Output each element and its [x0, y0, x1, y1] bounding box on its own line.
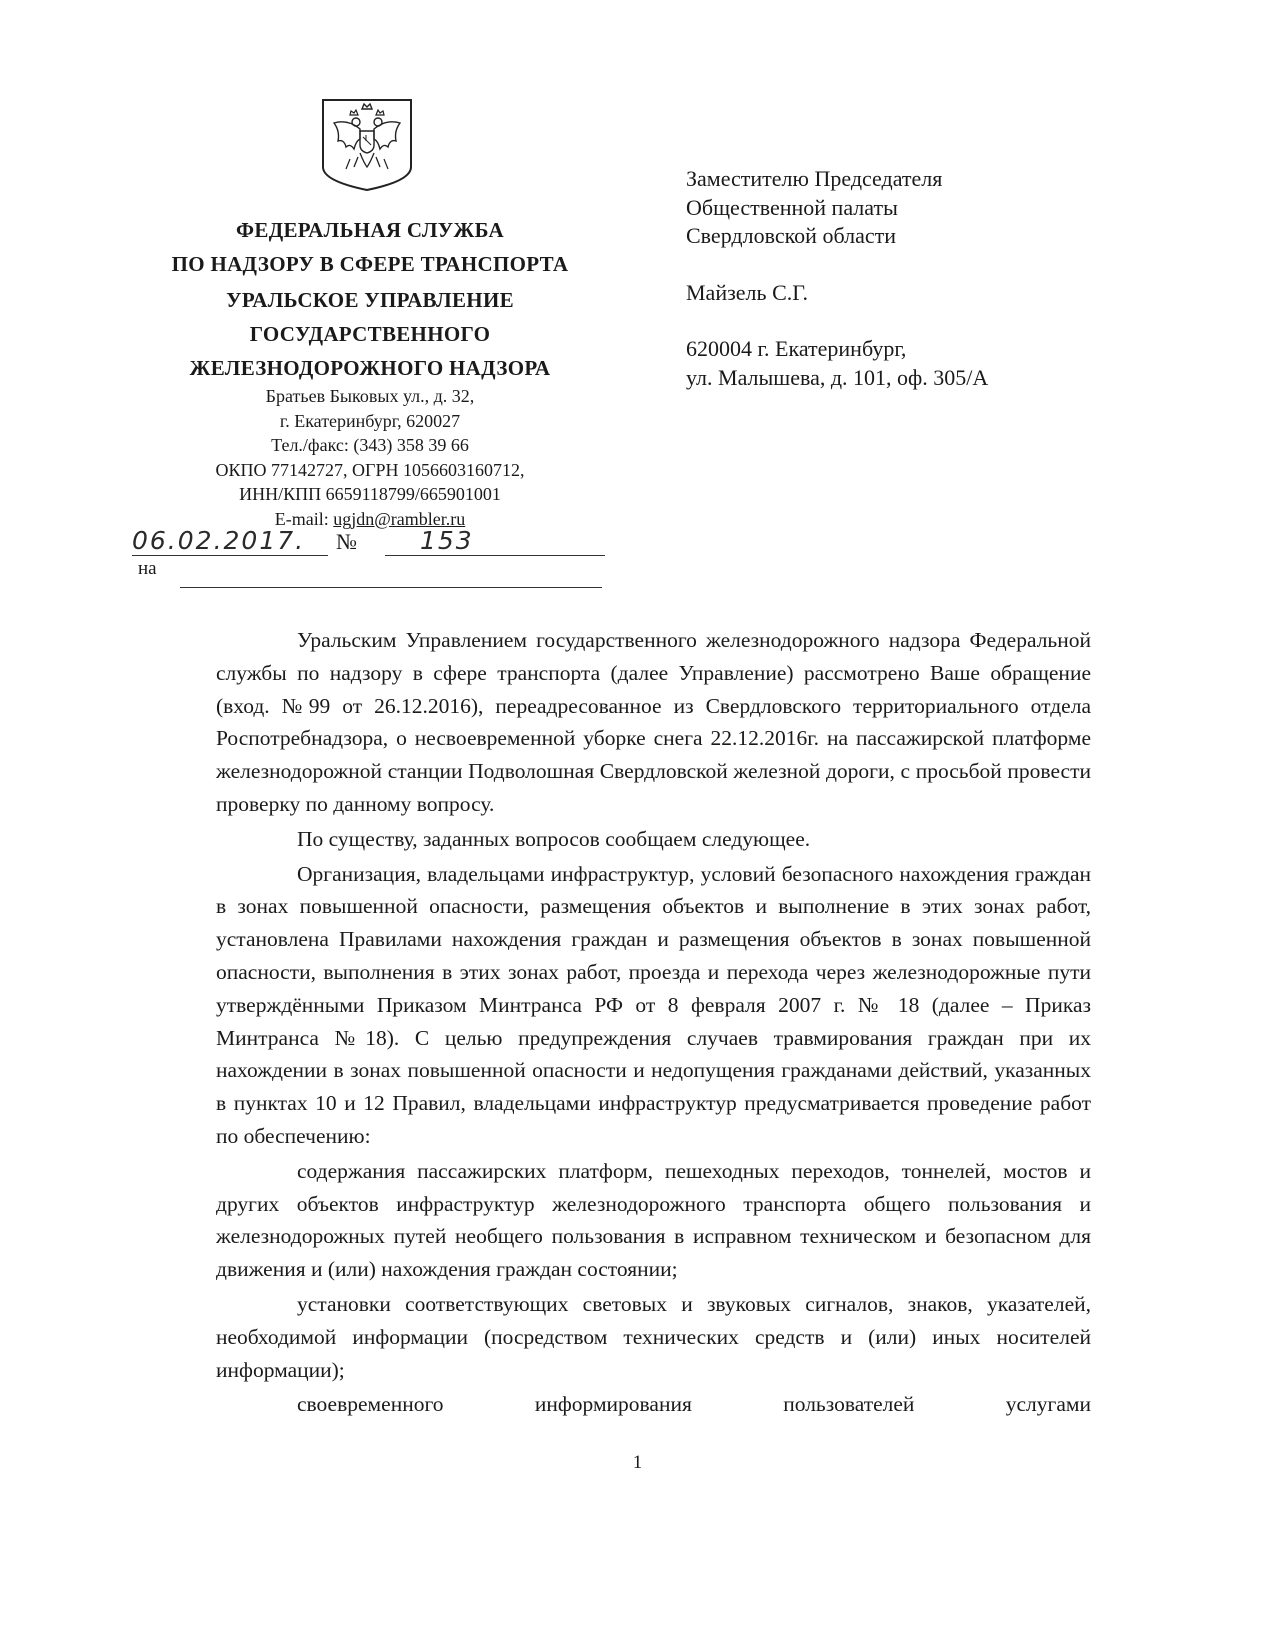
- registration-number-label: №: [336, 529, 357, 554]
- recipient-title-line: Общественной палаты: [686, 194, 898, 220]
- agency-line: ФЕДЕРАЛЬНАЯ СЛУЖБА: [236, 218, 504, 242]
- agency-line: ПО НАДЗОРУ В СФЕРЕ ТРАНСПОРТА: [171, 252, 569, 276]
- recipient-name: Майзель С.Г.: [686, 279, 808, 305]
- inn-kpp-line: ИНН/КПП 6659118799/665901001: [239, 484, 501, 504]
- body-paragraph: своевременного информирования пользователей услугами: [297, 1392, 1091, 1417]
- department-name: [140, 283, 600, 385]
- recipient-address-line: 620004 г. Екатеринбург,: [686, 336, 907, 361]
- body-paragraph: Организация, владельцами инфраструктур, условий безопасного нахождения граждан в зонах повышенной опасности, размещения объектов и выполнение в этих зонах работ, установлена Правилами нахождения граждан и размещения объектов в зонах повышенной опасности, выполнения в этих зонах работ, проезда и перехода через железнодорожные пути утверждёнными Приказом Минтранса РФ от 8 февраля 2007 г. № 18 (далее – Приказ Минтранса №18). С целью предупреждения случаев травмирования граждан при их нахождении в зонах повышенной опасности и недопущения гражданами действий, указанных в пунктах 10 и 12 Правил, владельцами инфраструктур предусматривается проведение работ по обеспечению:: [216, 861, 1091, 1148]
- recipient-address-line: ул. Малышева, д. 101, оф. 305/А: [686, 364, 989, 390]
- body-paragraph: Уральским Управлением государственного железнодорожного надзора Федеральной службы по надзору в сфере транспорта (далее Управление) рассмотрено Ваше обращение (вход. №99 от 26.12.2016), переадресованное из Свердловского территориального отдела Роспотребнадзора, о несвоевременной уборке снега 22.12.2016г. на пассажирской платформе железнодорожной станции Подволошная Свердловской железной дороги, с просьбой провести проверку по данному вопросу.: [216, 628, 1091, 816]
- russian-coat-of-arms-icon: [320, 97, 414, 193]
- reference-line: [138, 558, 603, 588]
- recipient-title-line: Заместителю Председателя: [686, 166, 943, 191]
- phone-fax-line: Тел./факс: (343) 358 39 66: [271, 435, 469, 455]
- address-line: Братьев Быковых ул., д. 32,: [265, 386, 475, 406]
- body-paragraph: установки соответствующих световых и звуковых сигналов, знаков, указателей, необходимой информации (посредством технических средств и (или) иных носителей информации);: [216, 1291, 1091, 1382]
- page-number: 1: [632, 1452, 643, 1473]
- recipient-title-line: Свердловской области: [686, 223, 896, 248]
- recipient-block: [686, 165, 1136, 392]
- department-line: ЖЕЛЕЗНОДОРОЖНОГО НАДЗОРА: [189, 356, 551, 380]
- body-paragraph: содержания пассажирских платформ, пешеходных переходов, тоннелей, мостов и других объектов инфраструктур железнодорожного транспорта общего пользования и железнодорожных путей необщего пользования в исправном техническом и безопасном для движения и (или) нахождения граждан состоянии;: [216, 1158, 1091, 1282]
- department-line: ГОСУДАРСТВЕННОГО: [249, 322, 491, 346]
- registration-number: 153: [385, 527, 605, 556]
- email-link[interactable]: ugjdn@rambler.ru: [333, 508, 466, 529]
- coat-of-arms-emblem: [320, 97, 414, 193]
- letter-body: [216, 624, 1091, 1423]
- agency-name: [140, 213, 600, 281]
- registration-date: 06.02.2017.: [132, 527, 328, 556]
- sender-contacts: [140, 384, 600, 531]
- reference-underline: [180, 587, 602, 588]
- address-line: г. Екатеринбург, 620027: [279, 410, 461, 431]
- okpo-ogrn-line: ОКПО 77142727, ОГРН 1056603160712,: [215, 459, 525, 480]
- email-label: E-mail:: [274, 508, 334, 529]
- department-line: УРАЛЬСКОЕ УПРАВЛЕНИЕ: [226, 288, 514, 312]
- reference-label: на: [138, 558, 157, 579]
- body-paragraph: По существу, заданных вопросов сообщаем следующее.: [297, 826, 811, 851]
